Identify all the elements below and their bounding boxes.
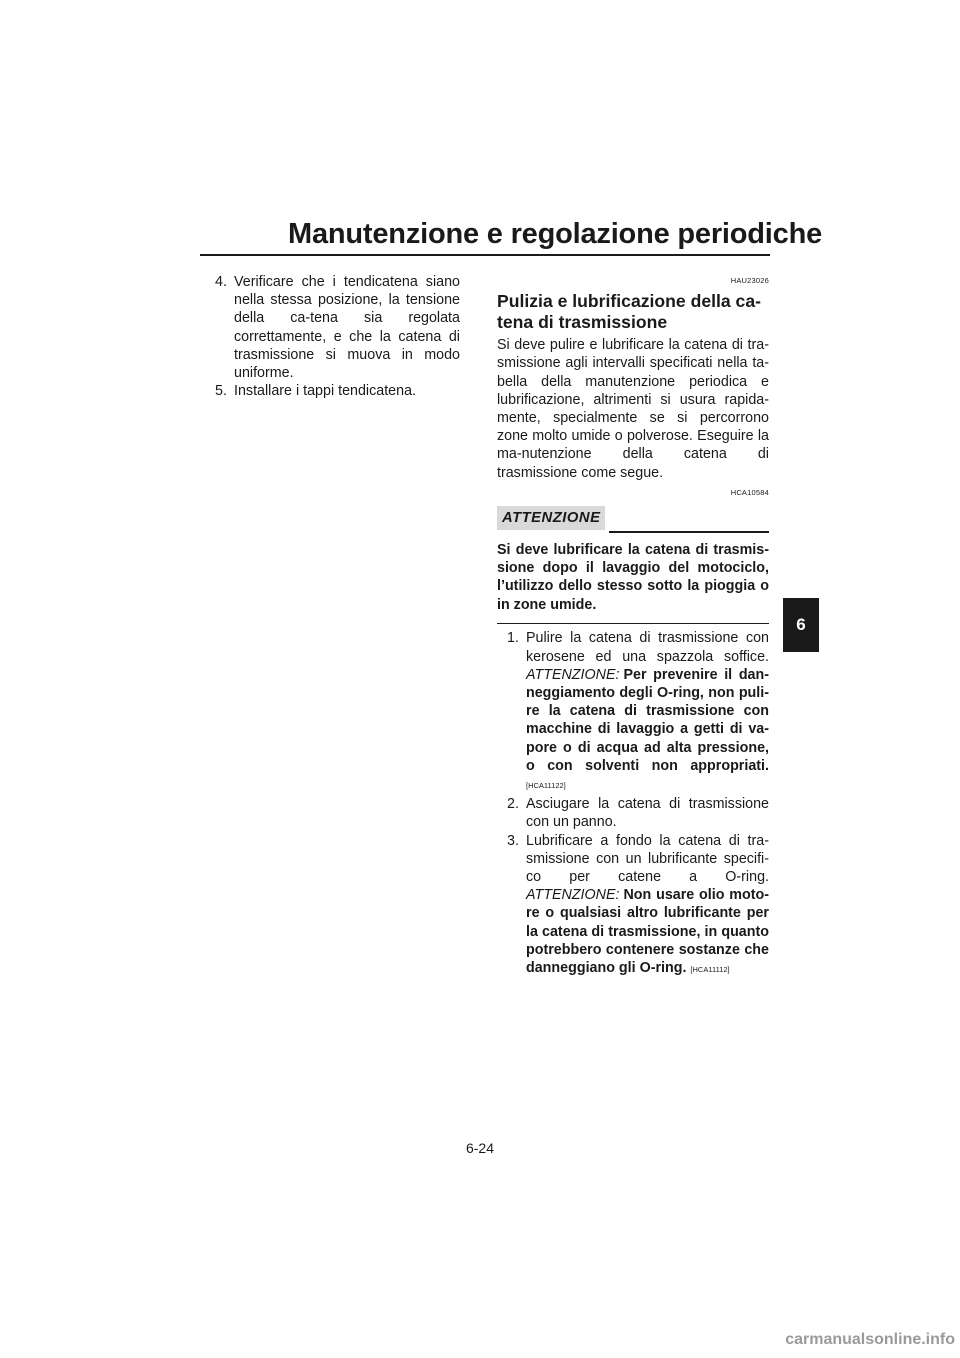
left-column: [215, 273, 460, 400]
steps-list: [497, 629, 769, 979]
caution-code: HCA10584: [730, 487, 769, 497]
caution-header: [497, 506, 769, 534]
list-item: [215, 382, 460, 400]
caution-label: ATTENZIONE: [497, 506, 605, 530]
intro-paragraph: Si deve pulire e lubrificare la catena di tra-smissione agli intervalli specificati nella ta-bella della manutenzione periodica e lubrificazione, altrimenti si usura rapida-mente, specialmente se si percorrono zone molto umide o polverose. Eseguire la ma-nutenzione della catena di trasmissione come segue.: [497, 337, 769, 481]
right-column: [497, 272, 769, 979]
header-rule: [200, 254, 770, 256]
section-title: Pulizia e lubrificazione della ca-tena di trasmissione: [497, 291, 761, 333]
page-title: Manutenzione e regolazione periodiche: [288, 218, 823, 250]
chapter-tab: 6: [783, 598, 819, 652]
section-code: HAU23026: [730, 276, 769, 285]
warning-label: ATTENZIONE:: [526, 887, 620, 904]
caution-top-rule: [609, 531, 769, 533]
warning-text: Non usare olio moto-re o qualsiasi altro lubrificante per la catena di trasmissione, in quanto potrebbero contenere sostanze che danneggiano gli O-ring.: [526, 887, 769, 976]
page-number: 6-24: [465, 1140, 495, 1156]
caution-text: Si deve lubrificare la catena di trasmis-sione dopo il lavaggio del motociclo, l’utilizzo dello stesso sotto la pioggia o in zone umide.: [497, 542, 769, 613]
list-item: [507, 629, 769, 795]
list-item: [215, 273, 460, 382]
item-number: 5.: [215, 383, 227, 400]
caution-bottom-rule: [497, 623, 769, 625]
item-text: Installare i tappi tendicatena.: [234, 383, 417, 400]
item-number: 3.: [507, 832, 519, 849]
item-number: 4.: [215, 274, 227, 290]
warning-label: ATTENZIONE:: [526, 666, 620, 683]
item-number: 2.: [507, 796, 519, 813]
watermark: carmanualsonline.info: [785, 1331, 955, 1348]
warning-code: [HCA11112]: [690, 965, 730, 974]
item-number: 1.: [507, 630, 519, 647]
item-text: Lubrificare a fondo la catena di tra-smissione con un lubrificante specifi-co per catene a O-ring.: [526, 832, 769, 885]
list-item: [507, 795, 769, 831]
list-item: [507, 832, 769, 980]
item-text: Asciugare la catena di trasmissione con un panno.: [526, 796, 769, 831]
warning-text: Per prevenire il dan-neggiamento degli O-ring, non puli-re la catena di trasmissione con macchine di lavaggio a getti di va-pore o di acqua ad alta pressione, o con solventi non appropriati.: [526, 666, 769, 774]
item-text: Verificare che i tendicatena siano nella stessa posizione, la tensione della ca-tena sia regolata correttamente, e che la catena di trasmissione si muova in modo uniforme.: [234, 274, 460, 382]
item-text: Pulire la catena di trasmissione con kerosene ed una spazzola soffice.: [526, 630, 769, 665]
warning-code: [HCA11122]: [526, 780, 566, 790]
